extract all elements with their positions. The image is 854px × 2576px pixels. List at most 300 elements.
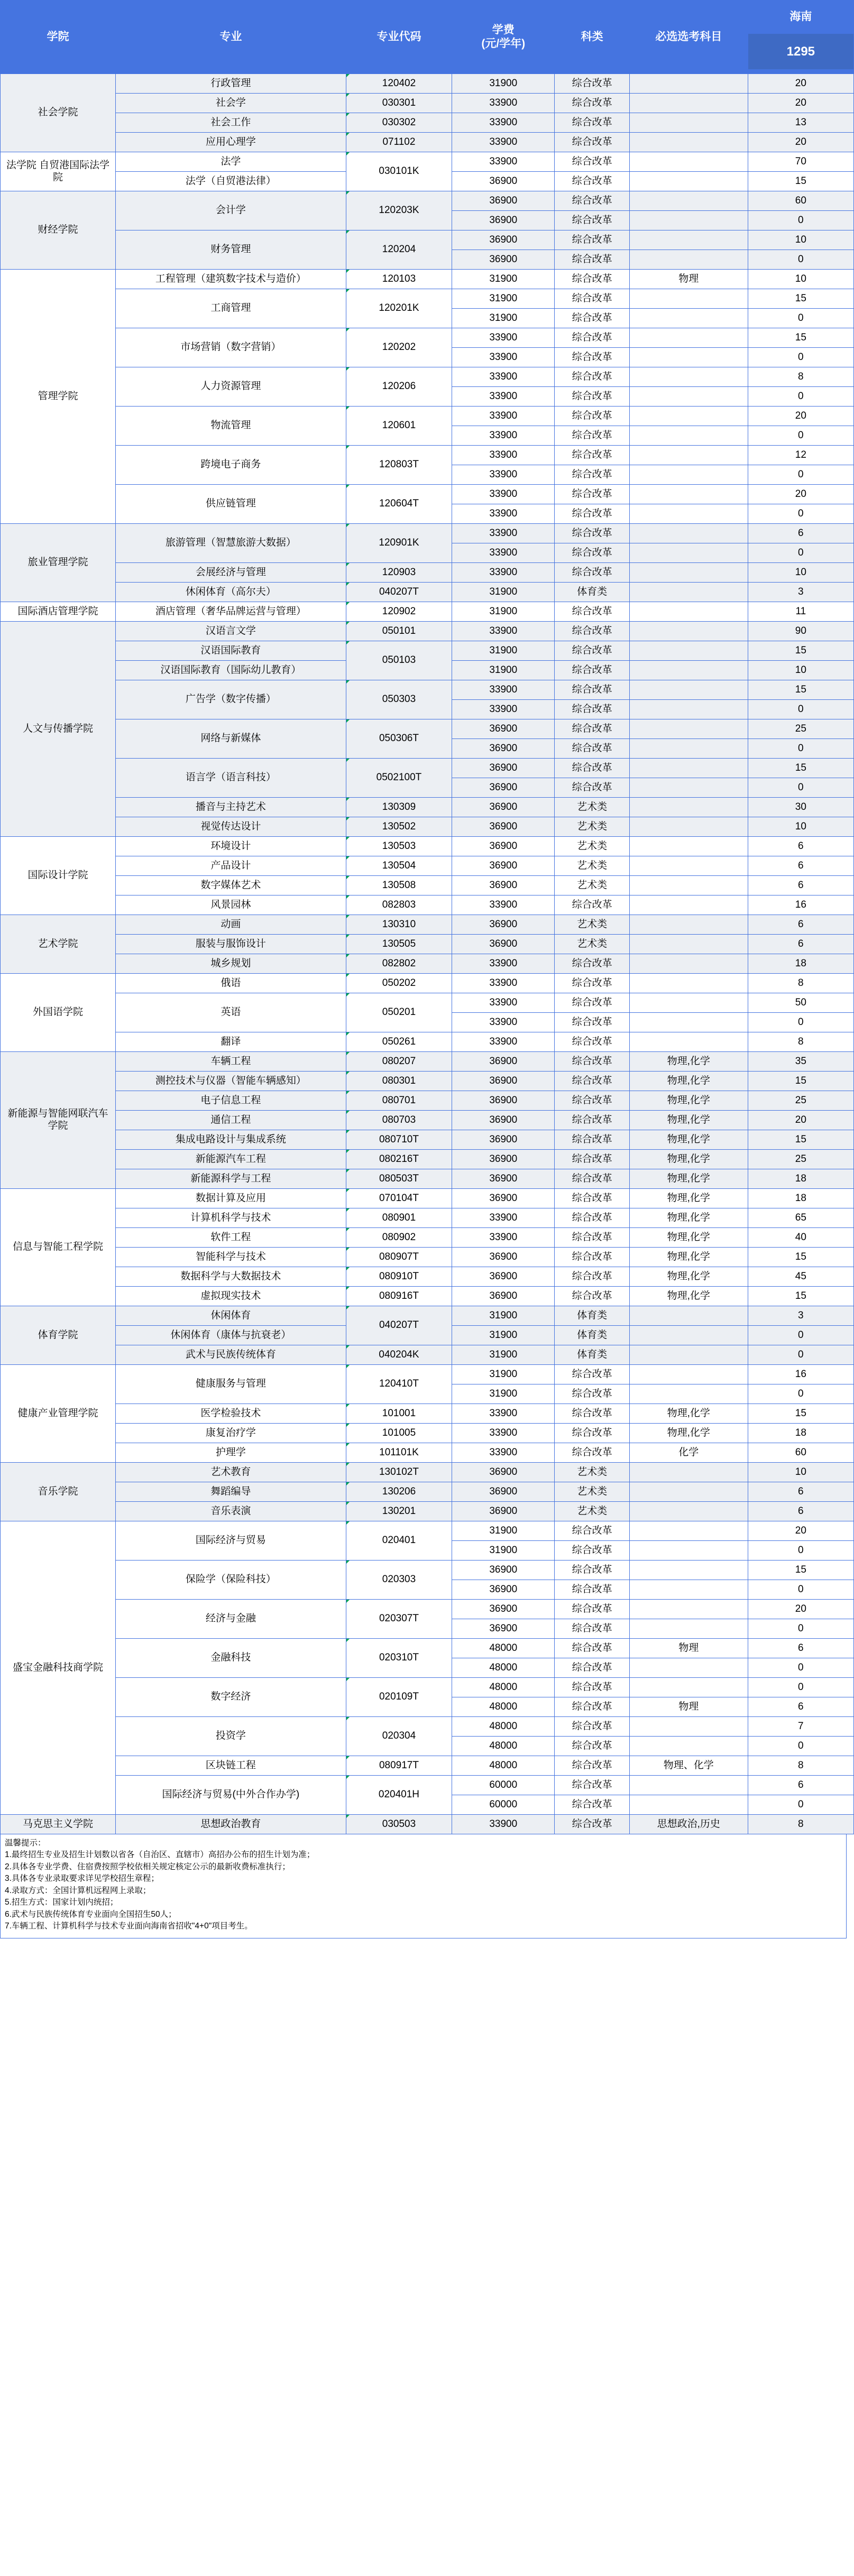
- cell-major: 智能科学与技术: [115, 1248, 346, 1267]
- table-row: [1, 915, 854, 935]
- cell-tuition: 36900: [452, 1169, 555, 1189]
- cell-hainan-quota: 15: [748, 1561, 853, 1580]
- cell-required-subject: [629, 172, 748, 191]
- cell-category: 综合改革: [555, 1404, 629, 1424]
- cell-tuition: 48000: [452, 1737, 555, 1756]
- cell-major-code: 020401H: [346, 1776, 452, 1815]
- table-row: [1, 1756, 854, 1776]
- cell-hainan-quota: 0: [748, 1326, 853, 1345]
- cell-hainan-quota: 0: [748, 778, 853, 798]
- cell-category: 综合改革: [555, 1639, 629, 1658]
- cell-major: 环境设计: [115, 837, 346, 856]
- cell-tuition: 33900: [452, 133, 555, 152]
- table-row: [1, 583, 854, 602]
- cell-major-code: 120402: [346, 74, 452, 94]
- cell-tuition: 33900: [452, 1228, 555, 1248]
- cell-required-subject: [629, 504, 748, 524]
- cell-category: 综合改革: [555, 543, 629, 563]
- cell-category: 综合改革: [555, 465, 629, 485]
- cell-major: 社会工作: [115, 113, 346, 133]
- cell-category: 综合改革: [555, 759, 629, 778]
- cell-major-code: 050201: [346, 993, 452, 1032]
- cell-major-code: 120903: [346, 563, 452, 583]
- cell-tuition: 31900: [452, 289, 555, 309]
- cell-major: 供应链管理: [115, 485, 346, 524]
- cell-category: 艺术类: [555, 876, 629, 895]
- cell-category: 综合改革: [555, 1697, 629, 1717]
- cell-tuition: 33900: [452, 543, 555, 563]
- table-header: [1, 1, 854, 74]
- cell-hainan-quota: 12: [748, 446, 853, 465]
- tuition-label-line2: (元/学年): [481, 38, 526, 50]
- cell-required-subject: [629, 1326, 748, 1345]
- cell-major-code: 050261: [346, 1032, 452, 1052]
- cell-tuition: 33900: [452, 974, 555, 993]
- cell-required-subject: [629, 426, 748, 446]
- header-row: [1, 1, 854, 74]
- cell-category: 综合改革: [555, 739, 629, 759]
- cell-hainan-quota: 45: [748, 1267, 853, 1287]
- cell-required-subject: [629, 367, 748, 387]
- cell-tuition: 36900: [452, 759, 555, 778]
- table-row: [1, 1072, 854, 1091]
- cell-major-code: 080207: [346, 1052, 452, 1072]
- cell-hainan-quota: 10: [748, 230, 853, 250]
- cell-major-code: 130502: [346, 817, 452, 837]
- cell-tuition: 36900: [452, 1619, 555, 1639]
- cell-major: 保险学（保险科技）: [115, 1561, 346, 1600]
- cell-major: 英语: [115, 993, 346, 1032]
- cell-major-code: 030101K: [346, 152, 452, 191]
- cell-category: 综合改革: [555, 1717, 629, 1737]
- cell-major: 医学检验技术: [115, 1404, 346, 1424]
- cell-tuition: 31900: [452, 1384, 555, 1404]
- table-row: [1, 856, 854, 876]
- cell-required-subject: 物理,化学: [629, 1130, 748, 1150]
- cell-major-code: 020304: [346, 1717, 452, 1756]
- table-row: [1, 270, 854, 289]
- cell-major-code: 080703: [346, 1111, 452, 1130]
- table-row: [1, 622, 854, 641]
- cell-category: 综合改革: [555, 954, 629, 974]
- cell-tuition: 33900: [452, 954, 555, 974]
- cell-tuition: 33900: [452, 563, 555, 583]
- cell-category: 艺术类: [555, 817, 629, 837]
- cell-major-code: 050202: [346, 974, 452, 993]
- cell-required-subject: [629, 524, 748, 543]
- note-line: 5.招生方式：国家计划内统招；: [5, 1898, 118, 1907]
- cell-major: 武术与民族传统体育: [115, 1345, 346, 1365]
- cell-college: 外国语学院: [1, 974, 116, 1052]
- cell-required-subject: [629, 622, 748, 641]
- cell-college: 马克思主义学院: [1, 1815, 116, 1834]
- table-row: [1, 759, 854, 778]
- cell-major-code: 040207T: [346, 583, 452, 602]
- cell-hainan-quota: 20: [748, 485, 853, 504]
- note-line: 4.录取方式：全国计算机远程网上录取；: [5, 1886, 151, 1895]
- cell-major-code: 120604T: [346, 485, 452, 524]
- cell-major-code: 050101: [346, 622, 452, 641]
- cell-hainan-quota: 0: [748, 1658, 853, 1678]
- cell-major-code: 080902: [346, 1228, 452, 1248]
- cell-major: 法学: [115, 152, 346, 172]
- cell-tuition: 36900: [452, 935, 555, 954]
- table-body: [1, 74, 854, 1834]
- cell-major: 汉语言文学: [115, 622, 346, 641]
- cell-tuition: 36900: [452, 1248, 555, 1267]
- table-row: [1, 1208, 854, 1228]
- cell-major: 投资学: [115, 1717, 346, 1756]
- table-row: [1, 837, 854, 856]
- cell-major-code: 130505: [346, 935, 452, 954]
- cell-required-subject: 物理,化学: [629, 1189, 748, 1208]
- cell-major: 播音与主持艺术: [115, 798, 346, 817]
- cell-required-subject: 物理,化学: [629, 1091, 748, 1111]
- cell-hainan-quota: 70: [748, 152, 853, 172]
- table-row: [1, 1443, 854, 1463]
- cell-required-subject: 物理,化学: [629, 1228, 748, 1248]
- cell-major-code: 080916T: [346, 1287, 452, 1306]
- cell-tuition: 31900: [452, 1541, 555, 1561]
- cell-required-subject: [629, 387, 748, 407]
- cell-category: 综合改革: [555, 661, 629, 680]
- cell-tuition: 31900: [452, 74, 555, 94]
- cell-category: 综合改革: [555, 446, 629, 465]
- cell-tuition: 33900: [452, 446, 555, 465]
- note-line: 7.车辆工程、计算机科学与技术专业面向海南省招收"4+0"项目考生。: [5, 1922, 253, 1931]
- cell-hainan-quota: 0: [748, 1013, 853, 1032]
- cell-major: 服装与服饰设计: [115, 935, 346, 954]
- cell-category: 综合改革: [555, 1561, 629, 1580]
- cell-required-subject: [629, 1521, 748, 1541]
- cell-tuition: 33900: [452, 348, 555, 367]
- cell-major: 语言学（语言科技）: [115, 759, 346, 798]
- cell-hainan-quota: 90: [748, 622, 853, 641]
- cell-required-subject: [629, 407, 748, 426]
- cell-hainan-quota: 20: [748, 94, 853, 113]
- note-line: 3.具体各专业录取要求详见学校招生章程；: [5, 1874, 159, 1883]
- cell-major-code: 120901K: [346, 524, 452, 563]
- note-line: 6.武术与民族传统体育专业面向全国招生50人；: [5, 1909, 177, 1919]
- cell-category: 综合改革: [555, 641, 629, 661]
- cell-required-subject: [629, 739, 748, 759]
- cell-major-code: 130310: [346, 915, 452, 935]
- cell-major: 工商管理: [115, 289, 346, 328]
- cell-major-code: 130201: [346, 1502, 452, 1521]
- cell-hainan-quota: 15: [748, 680, 853, 700]
- cell-major: 翻译: [115, 1032, 346, 1052]
- cell-major: 数字媒体艺术: [115, 876, 346, 895]
- cell-category: 综合改革: [555, 426, 629, 446]
- cell-tuition: 48000: [452, 1678, 555, 1697]
- table-row: [1, 798, 854, 817]
- cell-hainan-quota: 15: [748, 289, 853, 309]
- cell-tuition: 33900: [452, 895, 555, 915]
- cell-major-code: 020310T: [346, 1639, 452, 1678]
- cell-required-subject: [629, 876, 748, 895]
- cell-hainan-quota: 0: [748, 1345, 853, 1365]
- cell-tuition: 33900: [452, 152, 555, 172]
- cell-category: 体育类: [555, 1326, 629, 1345]
- cell-required-subject: [629, 152, 748, 172]
- cell-hainan-quota: 7: [748, 1717, 853, 1737]
- note-line: 2.具体各专业学费、住宿费按照学校依相关规定核定公示的最新收费标准执行；: [5, 1862, 290, 1871]
- table-row: [1, 1248, 854, 1267]
- table-row: [1, 1052, 854, 1072]
- cell-category: 综合改革: [555, 309, 629, 328]
- cell-category: 艺术类: [555, 1502, 629, 1521]
- cell-hainan-quota: 6: [748, 935, 853, 954]
- cell-tuition: 31900: [452, 1365, 555, 1384]
- cell-required-subject: [629, 309, 748, 328]
- column-header-category: 科类: [555, 1, 629, 74]
- cell-required-subject: [629, 641, 748, 661]
- cell-hainan-quota: 6: [748, 856, 853, 876]
- cell-required-subject: 物理,化学: [629, 1169, 748, 1189]
- table-row: [1, 1345, 854, 1365]
- cell-major-code: 080301: [346, 1072, 452, 1091]
- cell-hainan-quota: 40: [748, 1228, 853, 1248]
- cell-major-code: 101005: [346, 1424, 452, 1443]
- cell-college: 艺术学院: [1, 915, 116, 974]
- cell-category: 综合改革: [555, 1287, 629, 1306]
- cell-tuition: 33900: [452, 426, 555, 446]
- cell-major: 数字经济: [115, 1678, 346, 1717]
- cell-tuition: 33900: [452, 700, 555, 719]
- cell-tuition: 33900: [452, 1815, 555, 1834]
- table-row: [1, 1521, 854, 1541]
- cell-tuition: 36900: [452, 1287, 555, 1306]
- cell-major: 汉语国际教育: [115, 641, 346, 661]
- cell-major: 舞蹈编导: [115, 1482, 346, 1502]
- cell-category: 综合改革: [555, 387, 629, 407]
- cell-hainan-quota: 6: [748, 1502, 853, 1521]
- table-row: [1, 289, 854, 309]
- cell-category: 艺术类: [555, 1463, 629, 1482]
- cell-hainan-quota: 20: [748, 74, 853, 94]
- hainan-province-label: 海南: [789, 10, 812, 23]
- cell-hainan-quota: 0: [748, 1678, 853, 1697]
- cell-major: 视觉传达设计: [115, 817, 346, 837]
- cell-category: 综合改革: [555, 1072, 629, 1091]
- cell-tuition: 36900: [452, 876, 555, 895]
- table-row: [1, 94, 854, 113]
- cell-category: 综合改革: [555, 250, 629, 270]
- cell-category: 综合改革: [555, 485, 629, 504]
- cell-category: 综合改革: [555, 1600, 629, 1619]
- cell-tuition: 33900: [452, 94, 555, 113]
- table-row: [1, 935, 854, 954]
- cell-category: 综合改革: [555, 328, 629, 348]
- cell-college: 管理学院: [1, 270, 116, 524]
- cell-tuition: 33900: [452, 524, 555, 543]
- table-row: [1, 113, 854, 133]
- cell-hainan-quota: 8: [748, 1032, 853, 1052]
- cell-hainan-quota: 6: [748, 1697, 853, 1717]
- cell-major-code: 082803: [346, 895, 452, 915]
- cell-required-subject: [629, 798, 748, 817]
- cell-tuition: 36900: [452, 1072, 555, 1091]
- cell-hainan-quota: 20: [748, 407, 853, 426]
- cell-hainan-quota: 60: [748, 191, 853, 211]
- table-row: [1, 1463, 854, 1482]
- cell-hainan-quota: 6: [748, 1482, 853, 1502]
- cell-tuition: 36900: [452, 817, 555, 837]
- cell-major-code: 080910T: [346, 1267, 452, 1287]
- cell-required-subject: [629, 563, 748, 583]
- table-row: [1, 1365, 854, 1384]
- cell-major: 健康服务与管理: [115, 1365, 346, 1404]
- cell-category: 综合改革: [555, 1032, 629, 1052]
- cell-tuition: 33900: [452, 1032, 555, 1052]
- cell-hainan-quota: 0: [748, 309, 853, 328]
- cell-category: 综合改革: [555, 74, 629, 94]
- cell-major-code: 080216T: [346, 1150, 452, 1169]
- cell-hainan-quota: 0: [748, 1737, 853, 1756]
- cell-tuition: 36900: [452, 739, 555, 759]
- cell-major-code: 080901: [346, 1208, 452, 1228]
- tuition-label-line1: 学费: [492, 23, 515, 36]
- cell-tuition: 33900: [452, 1013, 555, 1032]
- cell-hainan-quota: 0: [748, 1619, 853, 1639]
- table-row: [1, 1130, 854, 1150]
- cell-major: 俄语: [115, 974, 346, 993]
- cell-required-subject: 物理: [629, 1639, 748, 1658]
- table-row: [1, 1267, 854, 1287]
- cell-hainan-quota: 50: [748, 993, 853, 1013]
- cell-tuition: 33900: [452, 367, 555, 387]
- cell-required-subject: 物理,化学: [629, 1072, 748, 1091]
- cell-tuition: 33900: [452, 113, 555, 133]
- cell-tuition: 31900: [452, 1345, 555, 1365]
- cell-required-subject: [629, 1463, 748, 1482]
- cell-major: 社会学: [115, 94, 346, 113]
- cell-tuition: 31900: [452, 309, 555, 328]
- cell-required-subject: [629, 328, 748, 348]
- table-row: [1, 407, 854, 426]
- cell-hainan-quota: 20: [748, 1111, 853, 1130]
- cell-major: 区块链工程: [115, 1756, 346, 1776]
- cell-category: 综合改革: [555, 1111, 629, 1130]
- cell-required-subject: [629, 1502, 748, 1521]
- cell-hainan-quota: 15: [748, 641, 853, 661]
- cell-category: 综合改革: [555, 1130, 629, 1150]
- cell-tuition: 36900: [452, 1150, 555, 1169]
- cell-hainan-quota: 15: [748, 759, 853, 778]
- cell-major-code: 050103: [346, 641, 452, 680]
- cell-hainan-quota: 8: [748, 367, 853, 387]
- cell-hainan-quota: 10: [748, 270, 853, 289]
- cell-required-subject: [629, 1384, 748, 1404]
- cell-major: 城乡规划: [115, 954, 346, 974]
- cell-tuition: 33900: [452, 680, 555, 700]
- cell-required-subject: 物理、化学: [629, 1756, 748, 1776]
- cell-major-code: 071102: [346, 133, 452, 152]
- cell-tuition: 33900: [452, 1443, 555, 1463]
- cell-major-code: 070104T: [346, 1189, 452, 1208]
- cell-category: 综合改革: [555, 172, 629, 191]
- table-row: [1, 1815, 854, 1834]
- cell-college: 法学院 自贸港国际法学院: [1, 152, 116, 191]
- cell-category: 综合改革: [555, 1150, 629, 1169]
- cell-major: 会计学: [115, 191, 346, 230]
- cell-major: 集成电路设计与集成系统: [115, 1130, 346, 1150]
- cell-tuition: 36900: [452, 856, 555, 876]
- cell-hainan-quota: 10: [748, 563, 853, 583]
- column-header-major-code: 专业代码: [346, 1, 452, 74]
- cell-required-subject: [629, 778, 748, 798]
- cell-hainan-quota: 35: [748, 1052, 853, 1072]
- cell-college: 人文与传播学院: [1, 622, 116, 837]
- cell-hainan-quota: 0: [748, 211, 853, 230]
- table-row: [1, 1306, 854, 1326]
- cell-tuition: 36900: [452, 719, 555, 739]
- cell-category: 体育类: [555, 1306, 629, 1326]
- cell-tuition: 36900: [452, 1482, 555, 1502]
- cell-required-subject: 物理,化学: [629, 1052, 748, 1072]
- table-row: [1, 1639, 854, 1658]
- cell-tuition: 36900: [452, 1091, 555, 1111]
- cell-major-code: 080710T: [346, 1130, 452, 1150]
- cell-category: 综合改革: [555, 1208, 629, 1228]
- cell-required-subject: [629, 485, 748, 504]
- cell-required-subject: [629, 1306, 748, 1326]
- cell-tuition: 60000: [452, 1776, 555, 1795]
- cell-category: 综合改革: [555, 367, 629, 387]
- cell-tuition: 36900: [452, 1130, 555, 1150]
- cell-major: 虚拟现实技术: [115, 1287, 346, 1306]
- cell-hainan-quota: 15: [748, 1287, 853, 1306]
- cell-hainan-quota: 8: [748, 1815, 853, 1834]
- cell-tuition: 48000: [452, 1756, 555, 1776]
- cell-required-subject: [629, 191, 748, 211]
- table-row: [1, 74, 854, 94]
- cell-required-subject: [629, 680, 748, 700]
- cell-required-subject: [629, 348, 748, 367]
- cell-category: 艺术类: [555, 798, 629, 817]
- cell-major: 金融科技: [115, 1639, 346, 1678]
- cell-category: 综合改革: [555, 1521, 629, 1541]
- cell-major: 测控技术与仪器（智能车辆感知）: [115, 1072, 346, 1091]
- cell-category: 综合改革: [555, 1658, 629, 1678]
- cell-tuition: 36900: [452, 250, 555, 270]
- cell-required-subject: [629, 1600, 748, 1619]
- cell-required-subject: [629, 602, 748, 622]
- cell-hainan-quota: 6: [748, 915, 853, 935]
- table-row: [1, 1776, 854, 1795]
- cell-category: 综合改革: [555, 1443, 629, 1463]
- cell-required-subject: 物理,化学: [629, 1424, 748, 1443]
- cell-major-code: 040207T: [346, 1306, 452, 1345]
- table-row: [1, 563, 854, 583]
- cell-required-subject: 物理,化学: [629, 1248, 748, 1267]
- table-row: [1, 1404, 854, 1424]
- cell-required-subject: [629, 1737, 748, 1756]
- cell-required-subject: [629, 211, 748, 230]
- cell-tuition: 36900: [452, 798, 555, 817]
- table-row: [1, 1717, 854, 1737]
- cell-tuition: 33900: [452, 465, 555, 485]
- cell-tuition: 36900: [452, 915, 555, 935]
- cell-category: 综合改革: [555, 1228, 629, 1248]
- cell-required-subject: [629, 94, 748, 113]
- cell-tuition: 31900: [452, 1326, 555, 1345]
- cell-hainan-quota: 20: [748, 133, 853, 152]
- cell-required-subject: [629, 1619, 748, 1639]
- cell-major-code: 130206: [346, 1482, 452, 1502]
- cell-required-subject: 思想政治,历史: [629, 1815, 748, 1834]
- cell-category: 综合改革: [555, 270, 629, 289]
